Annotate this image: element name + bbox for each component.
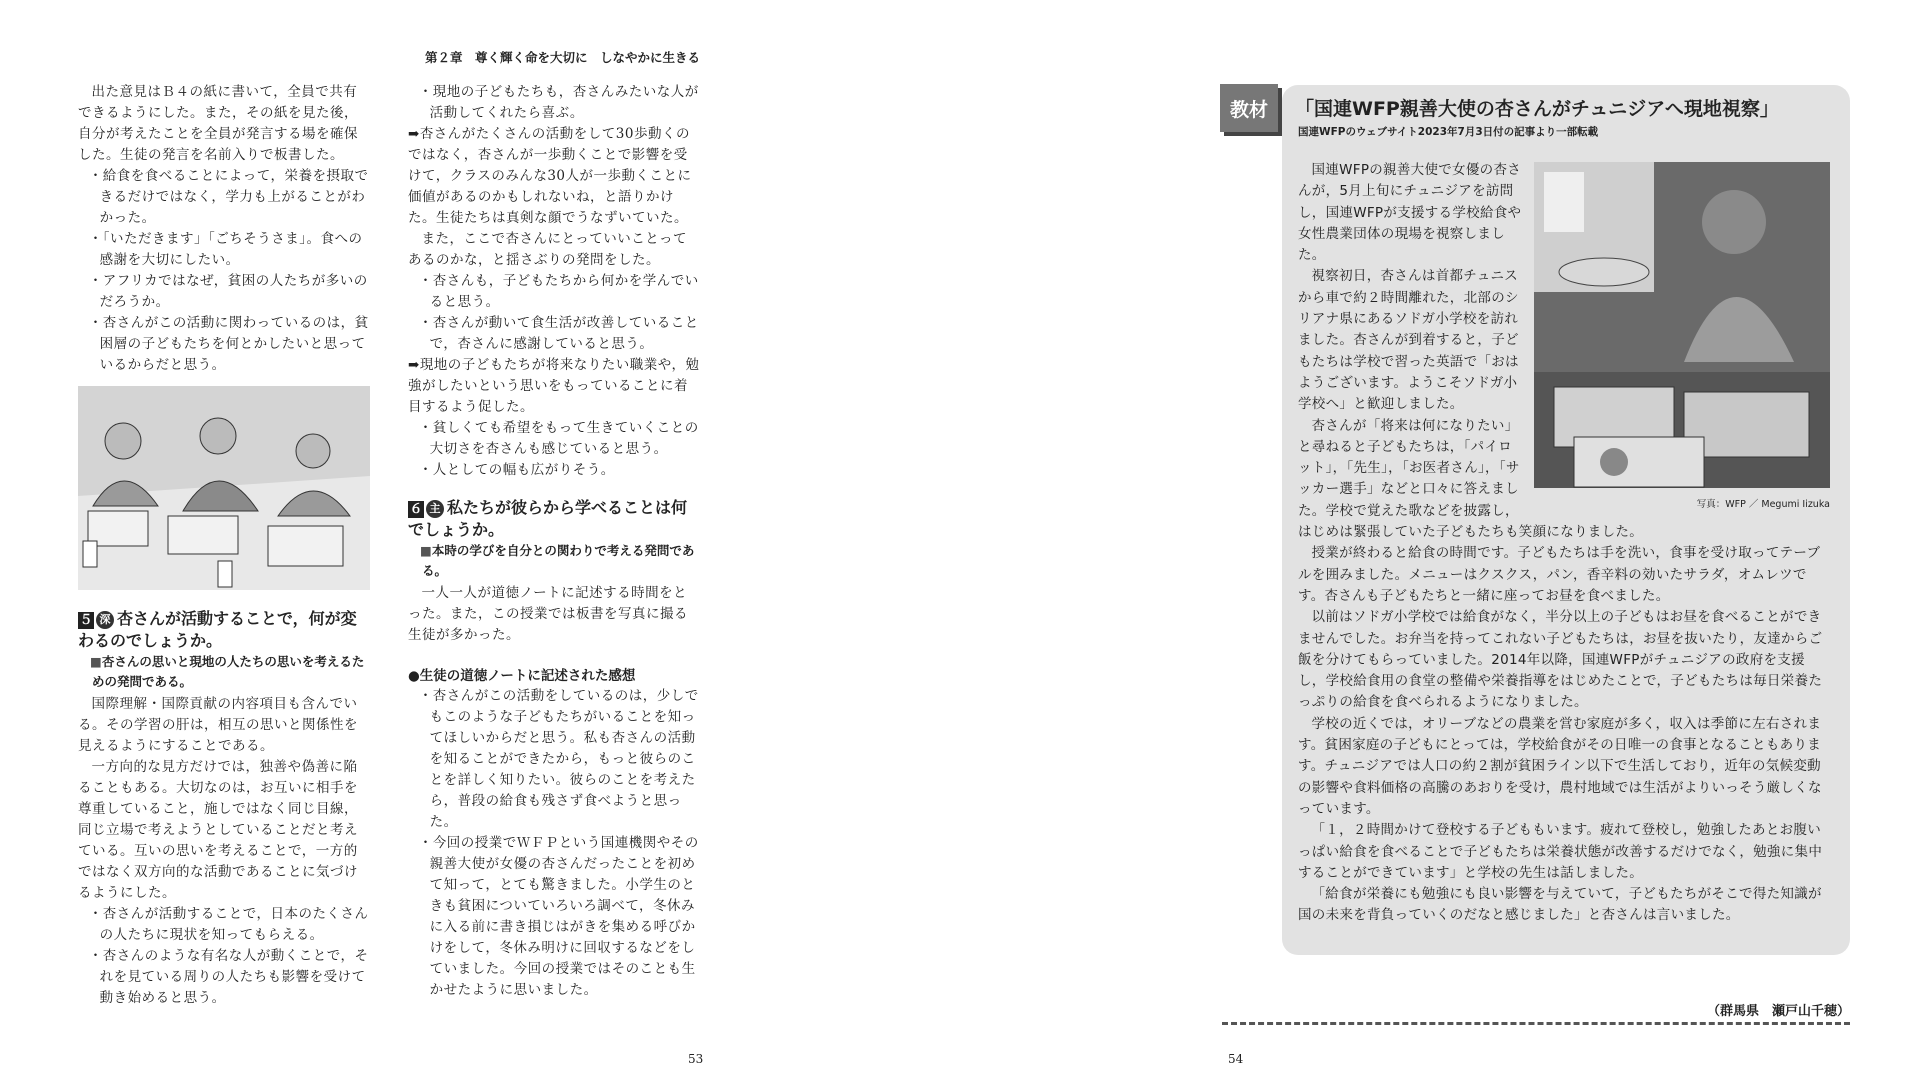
article-paragraph: 以前はソドガ小学校では給食がなく，半分以上の子どもはお昼を食べることができませんでした。お弁当を持ってこれない子どもたちは，お昼を抜いたり，友達からご飯を分けてもらっていました。2014年以降，国連WFPがチュニジアの政府を支援し，学校給食用の食堂の整備や栄養指導をはじめたことで，子どもたちは毎日栄養たっぷりの給食を食べられるようになりました。: [1298, 609, 1823, 711]
school-lunch-photo: [1534, 162, 1830, 511]
bullet-item: ・杏さんが活動することで，日本のたくさんの人たちに現状を知ってもらえる。: [88, 906, 369, 943]
question-6-purpose: ■ 本時の学びを自分との関わりで考える発問である。: [408, 541, 700, 581]
article-paragraph: 授業が終わると給食の時間です。子どもたちは手を洗い，食事を受け取ってテーブルを囲みました。メニューはクスクス，パン，香辛料の効いたサラダ，オムレツです。杏さんも子どもたちと一緒に座ってお昼を食べました。: [1298, 545, 1821, 604]
body-paragraph: 一人一人が道徳ノートに記述する時間をとった。また，この授業では板書を写真に撮る生徒が多かった。: [408, 585, 688, 643]
dashed-divider: [1222, 1022, 1850, 1025]
question-type-badge: 主: [426, 500, 444, 518]
bullet-item: ・現地の子どもたちも，杏さんみたいな人が活動してくれたら喜ぶ。: [418, 84, 699, 121]
material-body: [1298, 160, 1830, 927]
teacher-note: ➡ 現地の子どもたちが将来なりたい職業や，勉強がしたいという思いをもっていることに着目するよう促した。: [408, 355, 700, 418]
bullet-item: ・アフリカではなぜ，貧困の人たちが多いのだろうか。: [88, 273, 368, 310]
teacher-note: ➡ 杏さんがたくさんの活動をして30歩動くのではなく，杏さんが一歩動くことで影響を受けて，クラスのみんな30人が一歩動くことに価値があるのかもしれないね，と語りかけた。生徒たちは真剣な顔でうなずいていた。: [408, 124, 700, 229]
left-column-2: [408, 82, 700, 1001]
bullet-item: ・杏さんがこの活動に関わっているのは，貧困層の子どもたちを何とかしたいと思っているからだと思う。: [88, 315, 369, 373]
article-paragraph: 杏さんが「将来は何になりたい」と尋ねると子どもたちは，「パイロット」，「先生」，「お医者さん」，「サッカー選手」などと口々に答えました。学校で覚えた歌などを披露し，はじめは緊張していた子どもたちも笑顔になりました。: [1298, 417, 1643, 541]
question-5-title: [78, 608, 370, 652]
body-paragraph: 出た意見はＢ４の紙に書いて，全員で共有できるようにした。また，その紙を見た後，自分が考えたことを全員が発言する場を確保した。生徒の発言を名前入りで板書した。: [78, 84, 358, 163]
body-paragraph: 国際理解・国際貢献の内容項目も含んでいる。その学習の肝は，相互の思いと関係性を見えるようにすることである。: [78, 696, 358, 754]
lunch-illustration: [78, 386, 370, 590]
question-text: 私たちが彼らから学べることは何でしょうか。: [408, 498, 688, 539]
bullet-item: ・貧しくても希望をもって生きていくことの大切さを杏さんも感じていると思う。: [418, 420, 699, 457]
bullet-item: ・今回の授業でＷＦＰという国連機関やその親善大使が女優の杏さんだったことを初めて知って，とても驚きました。小学生のときも貧困についていろいろ調べて，冬休みに入る前に書き損じはがきを集める呼びかけをして，冬休み明けに回収するなどをしていました。今回の授業ではそのことも生かせたように思いました。: [418, 835, 699, 998]
article-paragraph: 「給食が栄養にも勉強にも良い影響を与えていて，子どもたちがそこで得た知識が国の未来を背負っていくのだなと感じました」と杏さんは言いました。: [1298, 886, 1822, 924]
question-5-purpose: ■ 杏さんの思いと現地の人たちの思いを考えるための発問である。: [78, 652, 370, 692]
article-paragraph: 「１，２時間かけて登校する子どももいます。疲れて登校し，勉強したあとお腹いっぱい給食を食べることで子どもたちは栄養状態が改善するだけでなく，勉強に集中することができています」と学校の先生は話しました。: [1298, 822, 1823, 881]
bullet-item: ・給食を食べることによって，栄養を摂取できるだけではなく，学力も上がることがわかった。: [88, 168, 369, 226]
material-title: 「国連WFP親善大使の杏さんがチュニジアへ現地視察」: [1295, 98, 1779, 120]
article-paragraph: 国連WFPの親善大使で女優の杏さんが，5月上旬にチュニジアを訪問し，国連WFPが支援する学校給食や女性農業団体の現場を視察しました。: [1298, 162, 1522, 264]
article-paragraph: 視察初日，杏さんは首都チュニスから車で約２時間離れた，北部のシリアナ県にあるソドガ小学校を訪れました。杏さんが到着すると，子どもたちは学校で習った英語で「おはようございます。ようこそソドガ小学校へ」と歓迎しました。: [1298, 268, 1519, 413]
chapter-header: 第２章 尊く輝く命を大切に しなやかに生きる: [424, 50, 700, 65]
question-5: [78, 608, 370, 1009]
body-paragraph: また，ここで杏さんにとっていいことってあるのかな，と揺さぶりの発問をした。: [408, 231, 687, 268]
bullet-item: ・杏さんのような有名な人が動くことで，それを見ている周りの人たちも影響を受けて動き始めると思う。: [88, 948, 369, 1006]
left-page: [0, 0, 760, 1080]
bullet-item: ・杏さんがこの活動をしているのは，少しでもこのような子どもたちがいることを知ってほしいからだと思う。私も杏さんの活動を知ることができたから，もっと彼らのことを詳しく知りたい。彼らのことを考えたら，普段の給食も残さず食べようと思った。: [418, 688, 699, 830]
question-type-badge: 深: [96, 611, 114, 629]
left-column-1: [78, 82, 370, 376]
photo-credit: 写真：WFP ／ Megumi Iizuka: [1696, 499, 1830, 511]
question-6-title: [408, 497, 700, 541]
question-number: ６: [409, 502, 423, 517]
material-source: 国連WFPのウェブサイト2023年7月3日付の記事より一部転載: [1298, 126, 1599, 138]
question-number: ５: [79, 613, 93, 628]
page-number: 54: [1228, 1052, 1244, 1066]
author-credit: （群馬県 瀬戸山千穂）: [1706, 1004, 1850, 1019]
bullet-item: ・人としての幅も広がりそう。: [418, 462, 615, 478]
bullet-item: ・杏さんが動いて食生活が改善していることで，杏さんに感謝していると思う。: [418, 315, 699, 352]
bullet-item: ・杏さんも，子どもたちから何かを学んでいると思う。: [418, 273, 699, 310]
page-number: 53: [688, 1052, 704, 1066]
material-tag: 教材: [1220, 84, 1278, 132]
body-paragraph: 一方向的な見方だけでは，独善や偽善に陥ることもある。大切なのは，お互いに相手を尊重していること，施しではなく同じ目線，同じ立場で考えようとしていることだと考えている。互いの思いを考えることで，一方的ではなく双方向的な活動であることに気づけるようにした。: [78, 759, 358, 901]
question-text: 杏さんが活動することで，何が変わるのでしょうか。: [78, 609, 357, 650]
bullet-item: ・「いただきます」「ごちそうさま」。食への感謝を大切にしたい。: [88, 231, 363, 268]
article-paragraph: 学校の近くでは，オリーブなどの農業を営む家庭が多く，収入は季節に左右されます。貧困家庭の子どもにとっては，学校給食がその日唯一の食事となることもあります。チュニジアでは人口の約２割が貧困ライン以下で生活しており，近年の気候変動の影響や食料価格の高騰のあおりを受け，農村地域では生活がよりいっそう厳しくなっています。: [1298, 715, 1822, 817]
notes-heading: ●生徒の道徳ノートに記述された感想: [408, 668, 636, 684]
